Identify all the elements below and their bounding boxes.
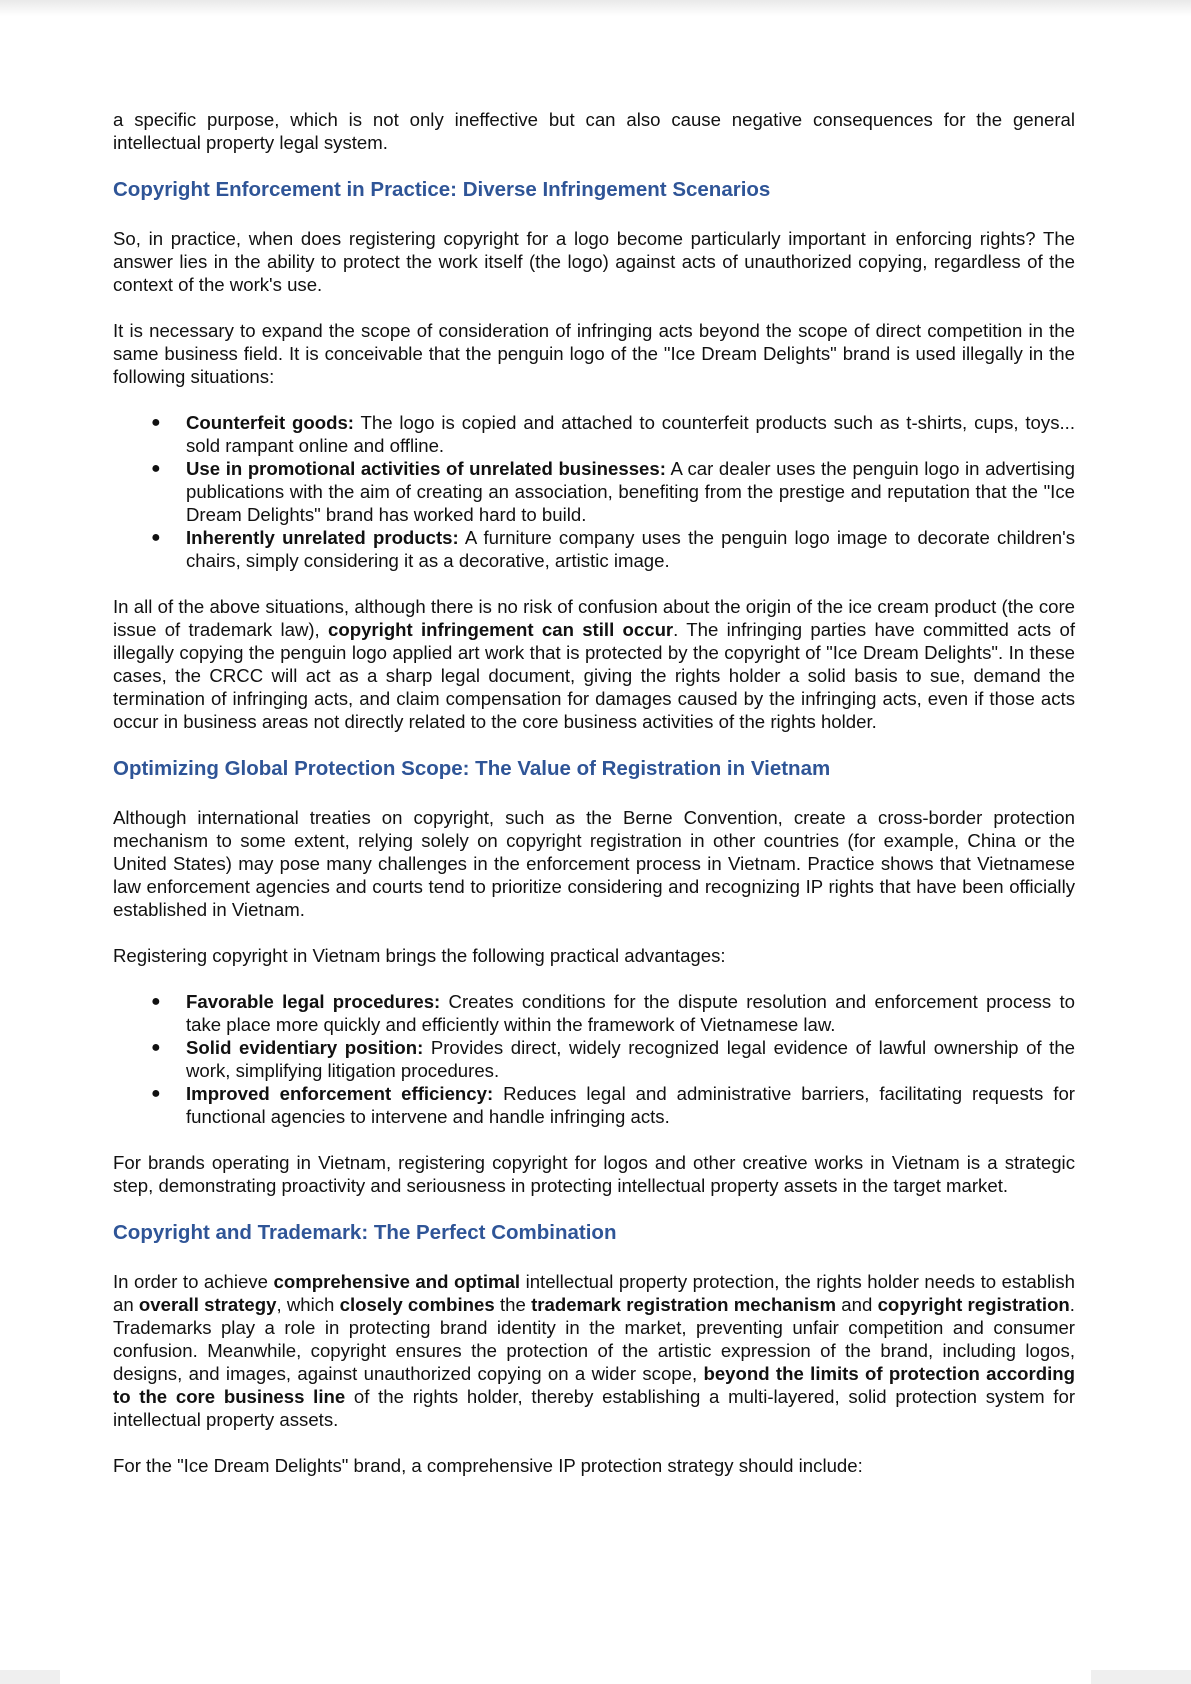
- text-run: In order to achieve: [113, 1271, 274, 1292]
- viewer-top-shadow: [0, 0, 1191, 16]
- emphasis-run: trademark registration mechanism: [531, 1294, 837, 1315]
- section3-paragraph-1: [113, 1270, 1075, 1431]
- list-item-term: Favorable legal procedures:: [186, 991, 441, 1012]
- emphasis-run: copyright registration: [877, 1294, 1070, 1315]
- text-run: . Trademarks play a role in protecting brand identity in the market, preventing unfair competition and consumer confusion. Meanwhile, copyright ensures the protection of the artistic expression of the brand, including logos, designs, and images, against unauthorized copying on a wider scope,: [113, 1294, 1075, 1384]
- section1-paragraph-1: So, in practice, when does registering copyright for a logo become particularly important in enforcing rights? The answer lies in the ability to protect the work itself (the logo) against acts of unauthorized copying, regardless of the context of the work's use.: [113, 228, 1075, 295]
- section2-paragraph-1: Although international treaties on copyright, such as the Berne Convention, create a cross-border protection mechanism to some extent, relying solely on copyright registration in other countries (for example, China or the United States) may pose many challenges in the enforcement process in Vietnam. Practice shows that Vietnamese law enforcement agencies and courts tend to prioritize considering and recognizing IP rights that have been officially established in Vietnam.: [113, 807, 1075, 920]
- list-item-text: Provides direct, widely recognized legal evidence of lawful ownership of the work, simplifying litigation procedures.: [186, 1037, 1076, 1081]
- emphasis-run: beyond the limits of protection according to the core business line: [113, 1363, 1076, 1407]
- text-run: and: [836, 1294, 878, 1315]
- section-heading-enforcement: Copyright Enforcement in Practice: Diverse Infringement Scenarios: [113, 178, 771, 201]
- list-item: [113, 1082, 1075, 1128]
- list-item-text: Reduces legal and administrative barriers, facilitating requests for functional agencies to intervene and handle infringing acts.: [186, 1083, 1075, 1127]
- list-item: [113, 526, 1075, 572]
- section2-paragraph-3: For brands operating in Vietnam, registering copyright for logos and other creative works in Vietnam is a strategic step, demonstrating proactivity and seriousness in protecting intellectual property assets in the target market.: [113, 1152, 1075, 1196]
- list-item-term: Solid evidentiary position:: [186, 1037, 424, 1058]
- list-item-term: Inherently unrelated products:: [186, 527, 459, 548]
- text-run: intellectual property protection, the rights holder needs to establish an: [113, 1271, 1075, 1315]
- list-item-text: A furniture company uses the penguin logo image to decorate children's chairs, simply considering it as a decorative, artistic image.: [186, 527, 1075, 571]
- advantages-list: [113, 990, 1075, 1128]
- bullet-icon: ●: [151, 460, 161, 477]
- bullet-icon: ●: [151, 1039, 161, 1056]
- text-run: the: [494, 1294, 532, 1315]
- bullet-icon: ●: [151, 414, 161, 431]
- list-item: [113, 411, 1075, 457]
- list-item: [113, 457, 1075, 526]
- section-heading-global-protection: Optimizing Global Protection Scope: The Value of Registration in Vietnam: [113, 757, 831, 780]
- text-run: . The infringing parties have committed acts of illegally copying the penguin logo applied art work that is protected by the copyright of "Ice Dream Delights". In these cases, the CRCC will act as a sharp legal document, giving the rights holder a solid basis to sue, demand the termination of infringing acts, and claim compensation for damages caused by the infringing acts, even if those acts occur in business areas not directly related to the core business activities of the rights holder.: [113, 619, 1075, 732]
- section3-paragraph-2: For the "Ice Dream Delights" brand, a comprehensive IP protection strategy should include:: [113, 1455, 863, 1476]
- section1-paragraph-2: It is necessary to expand the scope of consideration of infringing acts beyond the scope of direct competition in the same business field. It is conceivable that the penguin logo of the "Ice Dream Delights" brand is used illegally in the following situations:: [113, 320, 1075, 387]
- list-item-text: Creates conditions for the dispute resolution and enforcement process to take place more quickly and efficiently within the framework of Vietnamese law.: [186, 991, 1075, 1035]
- next-page-edge: [60, 1670, 1091, 1684]
- emphasis-run: overall strategy: [138, 1294, 277, 1315]
- section1-paragraph-3: [113, 595, 1075, 733]
- bullet-icon: ●: [151, 529, 161, 546]
- list-item-term: Use in promotional activities of unrelated businesses:: [186, 458, 666, 479]
- list-item-term: Counterfeit goods:: [186, 412, 354, 433]
- bullet-icon: ●: [151, 993, 161, 1010]
- viewer-bottom-edge: [0, 1670, 1191, 1684]
- document-body: [113, 108, 1075, 1500]
- list-item: [113, 1036, 1075, 1082]
- list-item-text: The logo is copied and attached to counterfeit products such as t-shirts, cups, toys... sold rampant online and offline.: [186, 412, 1075, 456]
- emphasis-run: comprehensive and optimal: [273, 1271, 521, 1292]
- text-run: , which: [276, 1294, 340, 1315]
- bullet-icon: ●: [151, 1085, 161, 1102]
- infringement-scenarios-list: [113, 411, 1075, 572]
- list-item-text: A car dealer uses the penguin logo in advertising publications with the aim of creating an association, benefiting from the prestige and reputation that the "Ice Dream Delights" brand has worked hard to build.: [186, 458, 1075, 525]
- text-run: of the rights holder, thereby establishing a multi-layered, solid protection system for intellectual property assets.: [113, 1386, 1076, 1430]
- emphasis-run: copyright infringement can still occur: [328, 619, 674, 640]
- section2-paragraph-2: Registering copyright in Vietnam brings the following practical advantages:: [113, 945, 726, 966]
- emphasis-run: closely combines: [339, 1294, 495, 1315]
- list-item: [113, 990, 1075, 1036]
- list-item-term: Improved enforcement efficiency:: [186, 1083, 494, 1104]
- intro-paragraph: a specific purpose, which is not only ineffective but can also cause negative consequences for the general intellectual property legal system.: [113, 109, 1075, 153]
- section-heading-combination: Copyright and Trademark: The Perfect Combination: [113, 1221, 617, 1244]
- text-run: In all of the above situations, although there is no risk of confusion about the origin of the ice cream product (the core issue of trademark law),: [113, 596, 1075, 640]
